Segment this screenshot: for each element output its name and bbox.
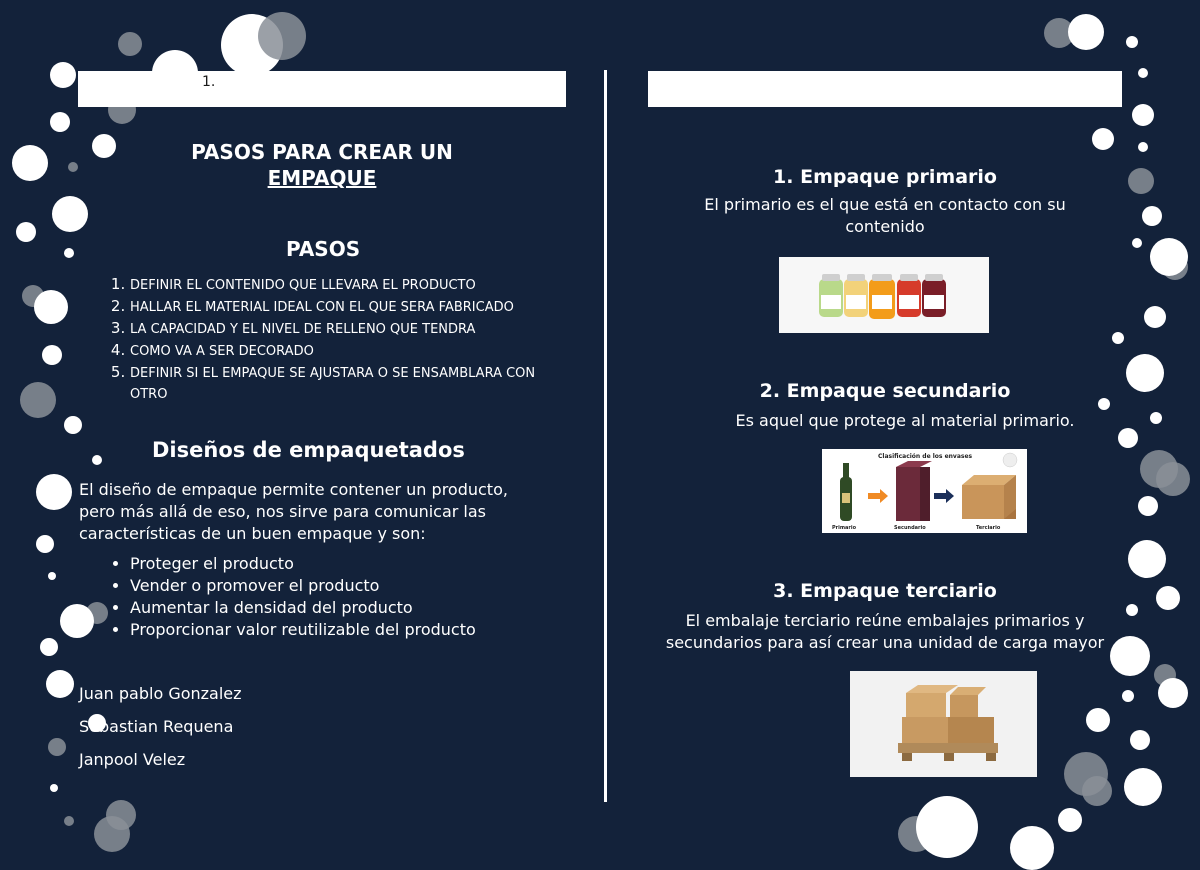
section-text: El embalaje terciario reúne embalajes primarios y — [685, 611, 1085, 630]
step-item: 1. DEFINIR EL CONTENIDO QUE LLEVARA EL PRODUCTO — [130, 274, 550, 296]
list-item: • Aumentar la densidad del producto — [130, 597, 476, 619]
bottles-image — [779, 257, 989, 333]
diagram-title: Clasificación de los envases — [878, 453, 973, 460]
page-title-line-1: PASOS PARA CREAR UN — [191, 140, 453, 164]
section-primary — [648, 166, 1122, 238]
author-name: Janpool Velez — [79, 750, 186, 769]
right-header-bar — [648, 71, 1122, 107]
step-item: 4. COMO VA A SER DECORADO — [130, 340, 550, 362]
list-item: • Vender o promover el producto — [130, 575, 476, 597]
pasos-heading: PASOS — [286, 237, 361, 261]
section-heading: 2. Empaque secundario — [759, 380, 1011, 402]
section-secondary — [648, 380, 1122, 432]
step-item: 3. LA CAPACIDAD Y EL NIVEL DE RELLENO QUE TENDRA — [130, 318, 550, 340]
author-name: Sebastian Requena — [79, 717, 234, 736]
list-item: • Proporcionar valor reutilizable del producto — [130, 619, 476, 641]
diagram-label-primary: Primario — [832, 525, 857, 531]
packaging-diagram — [822, 449, 1027, 533]
authors — [79, 684, 242, 783]
diagram-label-tertiary: Terciario — [976, 525, 1001, 531]
section-tertiary — [648, 580, 1122, 654]
section-text: El primario es el que está en contacto con su — [704, 195, 1066, 214]
step-number: 1. — [202, 74, 216, 90]
list-item: • Proteger el producto — [130, 553, 476, 575]
step-item: 5. DEFINIR SI EL EMPAQUE SE AJUSTARA O SE ENSAMBLARA CON OTRO — [130, 362, 550, 405]
pallet-boxes-image — [850, 671, 1037, 777]
features-list — [104, 553, 476, 641]
diagram-label-secondary: Secundario — [894, 525, 926, 531]
section-text: secundarios para así crear una unidad de carga mayor — [665, 633, 1105, 652]
section-heading: 3. Empaque terciario — [773, 580, 997, 602]
page-title-line-2: EMPAQUE — [267, 166, 377, 190]
designs-heading: Diseños de empaquetados — [152, 438, 465, 462]
section-heading: 1. Empaque primario — [773, 166, 997, 188]
section-text: contenido — [845, 217, 925, 236]
center-divider — [604, 70, 607, 802]
steps-list — [104, 274, 550, 405]
page-title — [170, 140, 474, 190]
step-item: 2. HALLAR EL MATERIAL IDEAL CON EL QUE SERA FABRICADO — [130, 296, 550, 318]
section-text: Es aquel que protege al material primario. — [735, 411, 1075, 430]
left-header-bar — [78, 71, 566, 107]
author-name: Juan pablo Gonzalez — [79, 684, 242, 703]
designs-paragraph: El diseño de empaque permite contener un producto, pero más allá de eso, nos sirve para comunicar las características de un buen empaque y son: — [79, 480, 508, 543]
